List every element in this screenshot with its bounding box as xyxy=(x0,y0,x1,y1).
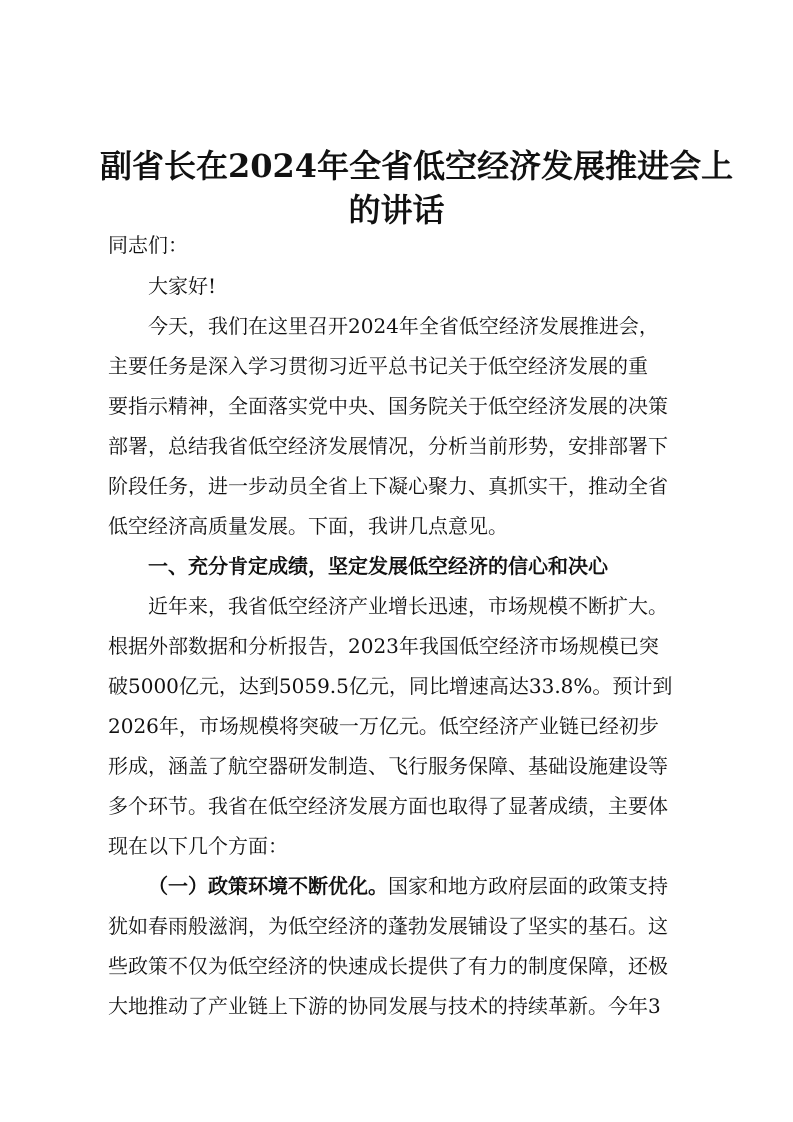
salutation: 同志们： xyxy=(108,233,188,257)
paragraph-line: 2026年，市场规模将突破一万亿元。低空经济产业链已经初步 xyxy=(108,714,659,738)
paragraph-line: 些政策不仅为低空经济的快速成长提供了有力的制度保障，还极 xyxy=(108,954,668,978)
subsection-first-line xyxy=(148,872,668,900)
paragraph-line: 近年来，我省低空经济产业增长迅速，市场规模不断扩大。 xyxy=(148,594,668,618)
paragraph-line: 破5000亿元，达到5059.5亿元，同比增速高达33.8%。预计到 xyxy=(108,674,673,698)
subsection-heading: （一）政策环境不断优化。 xyxy=(148,874,388,898)
paragraph-line: 低空经济高质量发展。下面，我讲几点意见。 xyxy=(108,514,508,538)
paragraph-line: 形成，涵盖了航空器研发制造、飞行服务保障、基础设施建设等 xyxy=(108,754,668,778)
paragraph-line: 要指示精神，全面落实党中央、国务院关于低空经济发展的决策 xyxy=(108,394,668,418)
document-title-line-2: 的讲话 xyxy=(348,191,445,229)
section-heading: 一、充分肯定成绩，坚定发展低空经济的信心和决心 xyxy=(148,554,608,578)
greeting: 大家好! xyxy=(148,274,217,298)
subsection-text: 国家和地方政府层面的政策支持 xyxy=(388,874,668,898)
paragraph-line: 根据外部数据和分析报告，2023年我国低空经济市场规模已突 xyxy=(108,634,659,658)
paragraph-line: 阶段任务，进一步动员全省上下凝心聚力、真抓实干，推动全省 xyxy=(108,474,668,498)
paragraph-line: 部署，总结我省低空经济发展情况，分析当前形势，安排部署下 xyxy=(108,434,668,458)
document-title-line-1: 副省长在2024年全省低空经济发展推进会上 xyxy=(100,147,734,185)
paragraph-line: 今天，我们在这里召开2024年全省低空经济发展推进会， xyxy=(148,314,659,338)
paragraph-line: 多个环节。我省在低空经济发展方面也取得了显著成绩，主要体 xyxy=(108,794,668,818)
paragraph-line: 大地推动了产业链上下游的协同发展与技术的持续革新。今年3 xyxy=(108,994,661,1018)
paragraph-line: 犹如春雨般滋润，为低空经济的蓬勃发展铺设了坚实的基石。这 xyxy=(108,914,668,938)
paragraph-line: 主要任务是深入学习贯彻习近平总书记关于低空经济发展的重 xyxy=(108,354,648,378)
paragraph-line: 现在以下几个方面： xyxy=(108,834,288,858)
